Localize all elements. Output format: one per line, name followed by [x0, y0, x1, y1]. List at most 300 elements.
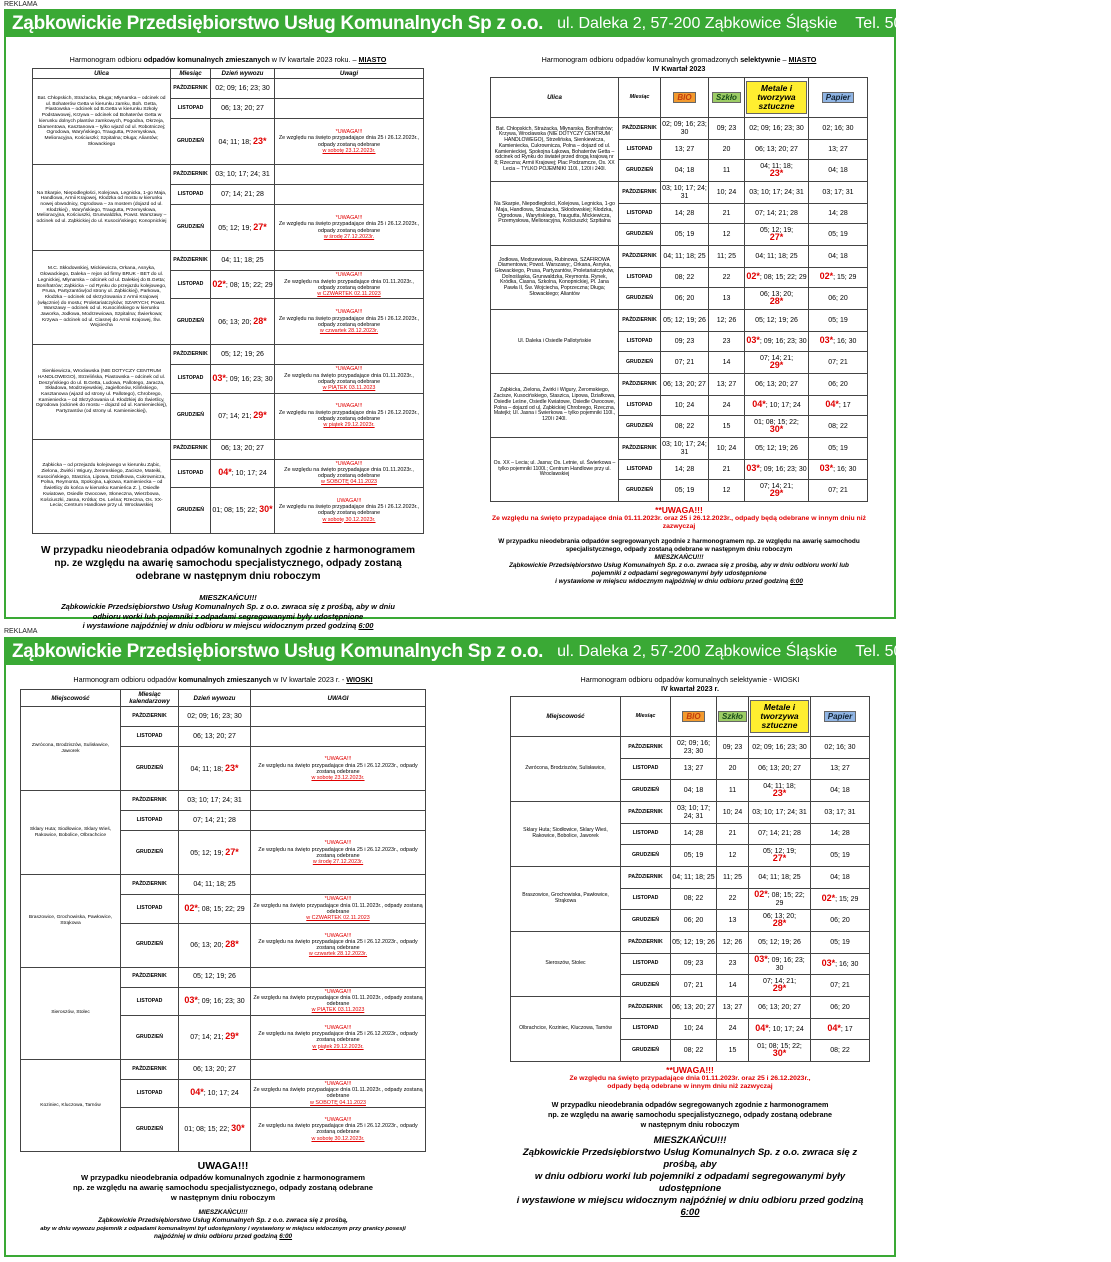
note-line: Ze względu na święto przypadające dnia 01.11.2023r., odpady zostaną odebrane — [253, 902, 423, 915]
bio-cell: 06; 20 — [671, 910, 717, 932]
bio-cell: 04; 11; 18; 25 — [671, 867, 717, 889]
holiday-date: 04* — [752, 399, 766, 410]
month-cell: GRUDZIEŃ — [619, 480, 661, 502]
column-header: Miesiąc — [171, 69, 211, 79]
szklo-cell: 13; 27 — [709, 374, 745, 396]
note-line: *UWAGA!!! — [335, 129, 363, 136]
month-cell: LISTOPAD — [171, 365, 211, 393]
papier-text: 02; 16; 30 — [822, 124, 854, 132]
note-line: w czwartek 28.12.2023r. — [319, 328, 379, 335]
bio-cell: 03; 10; 17; 24; 31 — [661, 182, 709, 204]
month-cell: PAŹDZIERNIK — [171, 345, 211, 365]
papier-text: 14; 28 — [828, 209, 848, 217]
szklo-cell: 20 — [709, 140, 745, 160]
metal-text: 04; 11; 18; 25 — [755, 252, 798, 260]
papier-text: 07; 21 — [828, 486, 848, 494]
holiday-date: 04* — [190, 1087, 204, 1098]
dates-text: 02; 09; 16; 23; 30 — [187, 713, 242, 721]
papier-cell — [811, 954, 870, 975]
dates-cell — [211, 487, 275, 533]
note-cell — [251, 967, 426, 987]
column-header-street: Ulica — [491, 78, 619, 118]
dates-text: 03; 10; 17; 24; 31 — [187, 797, 242, 805]
note-line: w CZWARTEK 02.11.2023 — [317, 291, 381, 298]
month-cell: GRUDZIEŃ — [619, 352, 661, 374]
papier-text: 13; 27 — [828, 145, 848, 153]
note-cell — [251, 875, 426, 895]
month-cell: LISTOPAD — [621, 759, 671, 780]
dates-text: 06; 13; 20; — [218, 318, 254, 326]
papier-cell — [811, 737, 870, 759]
month-cell: PAŹDZIERNIK — [619, 438, 661, 460]
bio-cell: 06; 13; 20; 27 — [671, 997, 717, 1019]
metal-text: 07; 14; 21; — [759, 482, 794, 490]
papier-text: 14; 28 — [830, 830, 850, 838]
holiday-date: 02* — [819, 271, 834, 282]
szklo-cell: 13 — [709, 288, 745, 310]
note-cell — [251, 707, 426, 727]
month-cell: PAŹDZIERNIK — [171, 79, 211, 99]
note-cell — [251, 831, 426, 875]
papier-cell — [811, 824, 870, 845]
holiday-date: 28* — [253, 315, 267, 326]
papier-cell — [809, 182, 868, 204]
papier-cell — [809, 438, 868, 460]
street-cell: Jodłowa, Modrzewiowa, Rubinowa, SZAFIROWA Diamentowa; Powst. Warszawy;, Orkana, Asnyka, Głowackiego, Prusa, Partyzantów, Proletariatczyków, Dolnośląska, Grunwaldzka, Reymonta. Rynek, Kródka, Ciasna, Szkolna, Konopnickiej, Pl. Jana Pawła II, Św. Wojciecha, Poprzeczna; Długa; Słowackiego; Aliantów — [491, 246, 619, 310]
metal-cell — [745, 416, 809, 438]
month-cell: PAŹDZIERNIK — [621, 932, 671, 954]
street-cell: Sienkiewicza, Wrocławska (NIE DOTYCZY CENTRUM HANDLOWEGO), Strzelińska, Piastowska – odcinek od ul. Deszyńskiego do ul. B.Getta, Ludowa, Pallotego, Jaracza, Składowa, Modrzejewskiej, Jagiellonów, Kilińskiego, Kasztanowa (wjazd od strony ul. Pallotego), Chrobrego, Kamieniecka – od Skrzyżowania ul. Kłodzkiej do Świetlicy, Ogrodowa (odcinek do mostu – dojazd od ul. Kamienieckiej), Partyzantów (od strony ul. Kamienieckiej), — [33, 345, 171, 439]
metal-cell — [745, 224, 809, 246]
table-row — [33, 165, 424, 185]
month-cell: PAŹDZIERNIK — [621, 867, 671, 889]
bio-cell: 03; 10; 17; 24; 31 — [661, 438, 709, 460]
papier-text: 05; 19 — [828, 230, 848, 238]
papier-cell — [809, 460, 868, 480]
selective-city-table — [490, 77, 868, 502]
metal-cell — [749, 932, 811, 954]
metal-cell — [749, 997, 811, 1019]
papier-cell — [809, 396, 868, 416]
szklo-cell: 13; 27 — [717, 997, 749, 1019]
month-cell: GRUDZIEŃ — [621, 845, 671, 867]
note-cell — [251, 987, 426, 1015]
note-cell — [275, 459, 424, 487]
note-line: w sobotę 30.12.2023r. — [322, 516, 376, 523]
dates-text: ; 08; 15; 22; 29 — [197, 905, 245, 913]
papier-text: 05; 19 — [830, 938, 850, 946]
note-line: Ze względu na święto przypadające dnia 25 i 26.12.2023r., odpady zostaną odebrane — [258, 762, 418, 775]
szklo-cell: 14 — [717, 975, 749, 997]
metal-cell — [749, 1019, 811, 1040]
papier-text: 04; 18 — [830, 786, 850, 794]
table-row — [491, 246, 868, 268]
month-cell: GRUDZIEŃ — [121, 1015, 179, 1059]
metal-cell — [745, 480, 809, 502]
holiday-date: 30* — [772, 1048, 787, 1058]
table-row — [21, 791, 426, 811]
selective-village-table — [510, 696, 870, 1062]
szklo-cell: 23 — [709, 332, 745, 352]
month-cell: PAŹDZIERNIK — [621, 997, 671, 1019]
note-line: *UWAGA!!! — [335, 272, 363, 279]
month-cell: PAŹDZIERNIK — [121, 875, 179, 895]
month-cell: GRUDZIEŃ — [171, 299, 211, 345]
papier-text: 04; 18 — [830, 873, 850, 881]
holiday-date: 03* — [821, 957, 836, 968]
table-row — [33, 345, 424, 365]
note-cell — [275, 271, 424, 299]
month-cell: GRUDZIEŃ — [619, 160, 661, 182]
dates-text: 06; 13; 20; 27 — [193, 1065, 236, 1073]
company-header-2 — [6, 639, 1111, 665]
dates-cell — [211, 365, 275, 393]
month-cell: PAŹDZIERNIK — [619, 246, 661, 268]
dates-cell — [211, 251, 275, 271]
papier-cell — [809, 352, 868, 374]
metal-tag: Metale i tworzywa sztuczne — [746, 81, 807, 114]
dates-text: 06; 13; 20; 27 — [221, 445, 264, 453]
papier-cell — [811, 910, 870, 932]
szklo-cell: 21 — [709, 460, 745, 480]
month-cell: LISTOPAD — [171, 271, 211, 299]
month-cell: LISTOPAD — [621, 1019, 671, 1040]
month-cell: GRUDZIEŃ — [171, 205, 211, 251]
street-cell: Sklary Huta; Siodłowice, Sklary Wieś, Rakowice, Bobolice, Jaworek — [511, 802, 621, 867]
note-line: w PIĄTEK 03.11.2023 — [322, 385, 376, 392]
note-line: *UWAGA!!! — [324, 1024, 352, 1031]
holiday-date: 29* — [253, 409, 267, 420]
dates-text: ; 10; 17; 24 — [203, 1090, 239, 1098]
note-line: *UWAGA!!! — [335, 460, 363, 467]
metal-text: 04; 11; 18; — [763, 782, 796, 790]
papier-cell — [809, 246, 868, 268]
metal-text: ; 09; 16; 23; 30 — [759, 466, 807, 474]
metal-cell — [745, 204, 809, 224]
note-cell — [275, 165, 424, 185]
dates-cell — [179, 875, 251, 895]
metal-cell — [745, 374, 809, 396]
dates-text: 03; 10; 17; 24; 31 — [215, 171, 270, 179]
note-line: *UWAGA!!! — [335, 309, 363, 316]
metal-text: 03; 10; 17; 24; 31 — [752, 808, 807, 816]
papier-cell — [811, 1019, 870, 1040]
bio-cell: 10; 24 — [671, 1019, 717, 1040]
table-row — [491, 182, 868, 204]
metal-text: 07; 14; 21; 28 — [755, 209, 798, 217]
table-row — [21, 707, 426, 727]
szklo-tag: Szkło — [712, 92, 741, 103]
company-address: ul. Daleka 2, 57-200 Ząbkowice Śląskie — [557, 643, 838, 660]
bio-cell: 07; 21 — [661, 352, 709, 374]
column-header-szklo — [717, 697, 749, 737]
table-row — [511, 802, 870, 824]
dates-text: ; 09; 16; 23; 30 — [225, 375, 273, 383]
szklo-cell: 12 — [709, 224, 745, 246]
note-line: Ze względu na święto przypadające dnia 25 i 26.12.2023r., odpady zostaną odebrane — [258, 1123, 418, 1136]
column-header-metal — [745, 78, 809, 118]
metal-text: 04; 11; 18; 25 — [758, 873, 801, 881]
szklo-cell: 22 — [709, 268, 745, 288]
note-line: w piątek 29.12.2023r. — [312, 1043, 364, 1050]
dates-cell — [211, 119, 275, 165]
dates-cell — [179, 1059, 251, 1079]
company-name: Ząbkowickie Przedsiębiorstwo Usług Komunalnych Sp z o.o. — [12, 641, 544, 662]
note-cell — [275, 487, 424, 533]
note-line: w środę 27.12.2023r. — [312, 859, 364, 866]
reklama-label-2: REKLAMA — [4, 628, 38, 635]
mixed-village-title: Harmonogram odbioru odpadów komunalnych zmieszanych w IV kwartale 2023 r. - WIOSKI — [73, 675, 373, 684]
metal-cell — [749, 889, 811, 910]
note-cell — [251, 791, 426, 811]
note-cell — [275, 79, 424, 99]
note-line: Ze względu na święto przypadające dnia 01.11.2023r., odpady zostaną odebrane — [253, 994, 423, 1008]
dates-cell — [211, 205, 275, 251]
papier-cell — [809, 224, 868, 246]
dates-text: 05; 12; 19; — [218, 224, 254, 232]
month-cell: PAŹDZIERNIK — [621, 802, 671, 824]
month-cell: LISTOPAD — [621, 889, 671, 910]
metal-cell — [749, 802, 811, 824]
holiday-date: 27* — [772, 853, 787, 863]
metal-cell — [745, 460, 809, 480]
papier-cell — [809, 204, 868, 224]
column-header-papier — [809, 78, 868, 118]
papier-cell — [811, 932, 870, 954]
column-header-papier — [811, 697, 870, 737]
street-cell: Os. XX – Lecia; ul. Jasna; Os. Letnie, ul. Świerkowa – tylko pojemniki 1100l.; Centrum Handlowe przy ul. Wrocławskiej — [491, 438, 619, 502]
metal-cell — [745, 160, 809, 182]
dates-cell — [179, 831, 251, 875]
dates-text: 01; 08; 15; 22; — [184, 1126, 232, 1134]
note-line: *UWAGA!!! — [335, 366, 363, 373]
note-line: *UWAGA!!! — [335, 215, 363, 222]
mixed-village-panel — [20, 675, 426, 1241]
reklama-label: REKLAMA — [4, 1, 38, 8]
metal-text: 05; 12; 19; 26 — [755, 316, 798, 324]
month-cell: LISTOPAD — [619, 204, 661, 224]
bio-cell: 14; 28 — [671, 824, 717, 845]
month-cell: GRUDZIEŃ — [171, 393, 211, 439]
bio-cell: 06; 20 — [661, 288, 709, 310]
column-header: UWAGI — [251, 690, 426, 707]
note-line: Ze względu na święto przypadające dnia 25 i 26.12.2023r., odpady zostaną odebrane — [278, 135, 420, 148]
column-header: Uwagi — [275, 69, 424, 79]
papier-cell — [811, 867, 870, 889]
papier-text: 06; 20 — [830, 1003, 850, 1011]
column-header-month: Miesiąc — [621, 697, 671, 737]
bio-cell: 06; 13; 20; 27 — [661, 374, 709, 396]
metal-cell — [745, 268, 809, 288]
month-cell: PAŹDZIERNIK — [121, 1059, 179, 1079]
note-line: *UWAGA!!! — [324, 756, 352, 763]
street-cell: Zwrócona, Brodziszów, Sulisławice, Jaworek — [21, 707, 121, 791]
header-row — [511, 697, 870, 737]
holiday-date: 02* — [184, 902, 198, 913]
metal-cell — [749, 1040, 811, 1062]
papier-cell — [811, 889, 870, 910]
szklo-cell: 12 — [717, 845, 749, 867]
note-line: *UWAGA!!! — [324, 1116, 352, 1123]
month-cell: LISTOPAD — [121, 895, 179, 923]
column-header: Miejscowość — [21, 690, 121, 707]
company-phone: Tel. 509-492-808 Fax. 74 8-100-328 — [855, 15, 1111, 32]
metal-cell — [749, 780, 811, 802]
metal-text: 05; 12; 19; — [759, 226, 794, 234]
note-line: w SOBOTĘ 04.11.2023 — [321, 479, 377, 486]
street-cell: Bat. Chłopskich, Strażacka, Długa; Młynarska – odcinek od ul. Bohaterów Getta w kierunku zamku, Boh. Getta, Piastowska – odcinek od B.Getta w kierunku Szkoły Podstawowej, Krzywa – odcinek od Bohaterów Getta w kierunku dolnych plantów zamkowych, Pogodna, Okrzeja, Diamentowa, Kasztanowa – tylko wjazd od ul. Robotniczej; Ogrodowa, Waryńskiego, Traugutta, Przemysłowa, Melioracyjna, Kościuszki; Szpitalna; Długa; Aliantów; Słowackiego — [33, 79, 171, 165]
note-cell — [275, 185, 424, 205]
note-line: Ze względu na święto przypadające dnia 01.11.2023r., odpady zostaną odebrane — [253, 1087, 423, 1100]
szklo-cell: 10; 24 — [709, 182, 745, 204]
note-line: Ze względu na święto przypadające dnia 01.11.2023r., odpady zostaną odebrane — [284, 466, 414, 480]
holiday-date: 03* — [746, 335, 760, 346]
street-cell: Na Skarpie, Niepodległości, Kolejowa, Legnicka, 1-go Maja, Handlowa, Armii Krajowej, Kłodzka od mostu w kierunku nowej obwodnicy, Ogrodowa – za mostem (dojazd od ul. Kłodzkiej) , Waryńskiego, Traugutta, Przemysłowa, Melioracyjna, Kościuszki, Grunwaldzka, Powst. Warszawy – odcinek od ul. Ząbkickiej do ul. Kusocińskiego; Konopnickiej — [33, 165, 171, 251]
dates-cell — [211, 299, 275, 345]
bio-cell: 09; 23 — [661, 332, 709, 352]
metal-cell — [749, 845, 811, 867]
papier-text: 06; 20 — [828, 294, 848, 302]
papier-cell — [809, 310, 868, 332]
metal-text: 06; 13; 20; 27 — [758, 765, 801, 773]
papier-text: 03; 17; 31 — [822, 188, 854, 196]
month-cell: PAŹDZIERNIK — [121, 707, 179, 727]
szklo-cell: 22 — [717, 889, 749, 910]
papier-cell — [809, 140, 868, 160]
dates-cell — [211, 439, 275, 459]
street-cell: Ząbkicka – od przejazdu kolejowego w kierunku Ząbic, Zielona, Żwirki i Wigury, Żeromskiego, Zacisze, Mateiki, Kusocińskiego, Staszica, Lipowa, Dziafkowa, Cukrownicza, Polna, Reymonta, Spokojna, Łąkowa, Kamieniecka – od Świetlicy do końca w kierunku Kamieńca Z. ), Osiedle Kwiatowe, Osiedle Owocowe, Słoneczna, Wierzbowa, Kościuszki, Jasna, Krótka; Os. Leśna; Rzeczna, Os. XX-Lecia; Centrum Handlowe przy ul. Wrocławskiej — [33, 439, 171, 533]
selective-village-panel — [510, 675, 870, 1219]
bio-cell: 08; 22 — [661, 268, 709, 288]
dates-cell — [179, 1107, 251, 1151]
metal-text: 02; 09; 16; 23; 30 — [752, 743, 807, 751]
note-cell — [251, 727, 426, 747]
holiday-date: 04* — [218, 467, 232, 478]
bio-cell: 05; 19 — [661, 480, 709, 502]
papier-text: 06; 20 — [828, 380, 848, 388]
holiday-date: 04* — [755, 1022, 769, 1033]
holiday-date: 30* — [769, 424, 784, 434]
mixed-city-title: Harmonogram odbioru odpadów komunalnych zmieszanych w IV kwartale 2023 roku. – MIASTO — [69, 55, 387, 64]
papier-cell — [809, 416, 868, 438]
month-cell: LISTOPAD — [121, 987, 179, 1015]
dates-cell — [211, 185, 275, 205]
column-header: Ulica — [33, 69, 171, 79]
szklo-cell: 15 — [709, 416, 745, 438]
month-cell: GRUDZIEŃ — [619, 288, 661, 310]
holiday-date: 03* — [184, 995, 198, 1006]
dates-cell — [179, 727, 251, 747]
bio-cell: 04; 11; 18; 25 — [661, 246, 709, 268]
bio-cell: 14; 28 — [661, 460, 709, 480]
bio-cell: 04; 18 — [671, 780, 717, 802]
note-cell — [275, 345, 424, 365]
metal-cell — [749, 867, 811, 889]
bio-cell: 08; 22 — [671, 889, 717, 910]
papier-text: ; 16; 30 — [833, 338, 857, 346]
metal-cell — [745, 182, 809, 204]
bio-cell: 13; 27 — [671, 759, 717, 780]
metal-text: 05; 12; 19; 26 — [755, 444, 798, 452]
month-cell: LISTOPAD — [619, 396, 661, 416]
holiday-date: 29* — [769, 360, 784, 370]
metal-cell — [745, 310, 809, 332]
ad-block-villages — [4, 637, 1111, 1257]
holiday-date: 29* — [772, 983, 787, 993]
dates-cell — [179, 987, 251, 1015]
dates-cell — [179, 811, 251, 831]
bio-tag: BIO — [682, 711, 704, 722]
month-cell: LISTOPAD — [121, 1079, 179, 1107]
metal-text: ; 10; 17; 24 — [765, 402, 801, 410]
papier-text: 02; 16; 30 — [824, 743, 856, 751]
papier-text: 03; 17; 31 — [824, 808, 856, 816]
month-cell: LISTOPAD — [621, 954, 671, 975]
month-cell: GRUDZIEŃ — [619, 224, 661, 246]
column-header-bio — [671, 697, 717, 737]
szklo-cell: 14 — [709, 352, 745, 374]
note-line: Ze względu na święto przypadające dnia 25 i 26.12.2023r., odpady zostaną odebrane — [258, 1030, 418, 1044]
szklo-cell: 10; 24 — [709, 438, 745, 460]
dates-text: 04; 11; 18; — [218, 138, 253, 146]
note-line: w SOBOTĘ 04.11.2023 — [310, 1099, 366, 1106]
metal-cell — [745, 332, 809, 352]
note-cell — [275, 251, 424, 271]
szklo-cell: 12; 26 — [717, 932, 749, 954]
dates-text: 05; 12; 19; 26 — [193, 973, 236, 981]
street-cell: Ul. Daleka i Osiedle Pallotyńskie — [491, 310, 619, 374]
table-row — [511, 932, 870, 954]
month-cell: GRUDZIEŃ — [121, 831, 179, 875]
metal-cell — [749, 910, 811, 932]
metal-text: ; 09; 16; 23; 30 — [759, 338, 807, 346]
metal-cell — [749, 954, 811, 975]
holiday-date: 03* — [746, 463, 760, 474]
papier-cell — [811, 997, 870, 1019]
bio-cell: 05; 19 — [661, 224, 709, 246]
month-cell: PAŹDZIERNIK — [619, 374, 661, 396]
metal-text: 04; 11; 18; — [760, 162, 793, 170]
dates-text: 07; 14; 21; 28 — [193, 817, 236, 825]
bio-cell: 13; 27 — [661, 140, 709, 160]
metal-text: 05; 12; 19; — [762, 847, 797, 855]
note-line: *UWAGA!!! — [324, 1080, 352, 1087]
holiday-date: 27* — [253, 221, 267, 232]
papier-text: 05; 19 — [828, 444, 848, 452]
szklo-cell: 11; 25 — [709, 246, 745, 268]
holiday-date: 02* — [821, 892, 836, 903]
szklo-cell: 24 — [717, 1019, 749, 1040]
month-cell: GRUDZIEŃ — [621, 910, 671, 932]
mixed-village-table — [20, 689, 426, 1152]
street-cell: Olbrachcice, Koziniec, Kluczowa, Tarnów — [511, 997, 621, 1062]
szklo-cell: 21 — [717, 824, 749, 845]
note-line: Ze względu na święto przypadające dnia 25 i 26.12.2023r., odpady zostaną odebrane — [258, 846, 418, 859]
dates-text: 06; 13; 20; 27 — [193, 733, 236, 741]
papier-text: 07; 21 — [830, 981, 850, 989]
month-cell: PAŹDZIERNIK — [121, 967, 179, 987]
note-line: Ze względu na święto przypadające dnia 25 i 26.12.2023r., odpady zostaną odebrane — [258, 938, 418, 952]
holiday-date: 23* — [225, 762, 239, 773]
bio-cell: 04; 18 — [661, 160, 709, 182]
metal-cell — [745, 438, 809, 460]
papier-cell — [809, 288, 868, 310]
szklo-cell: 12 — [709, 480, 745, 502]
szklo-cell: 15 — [717, 1040, 749, 1062]
month-cell: PAŹDZIERNIK — [619, 118, 661, 140]
table-row — [33, 79, 424, 99]
table-row — [33, 251, 424, 271]
